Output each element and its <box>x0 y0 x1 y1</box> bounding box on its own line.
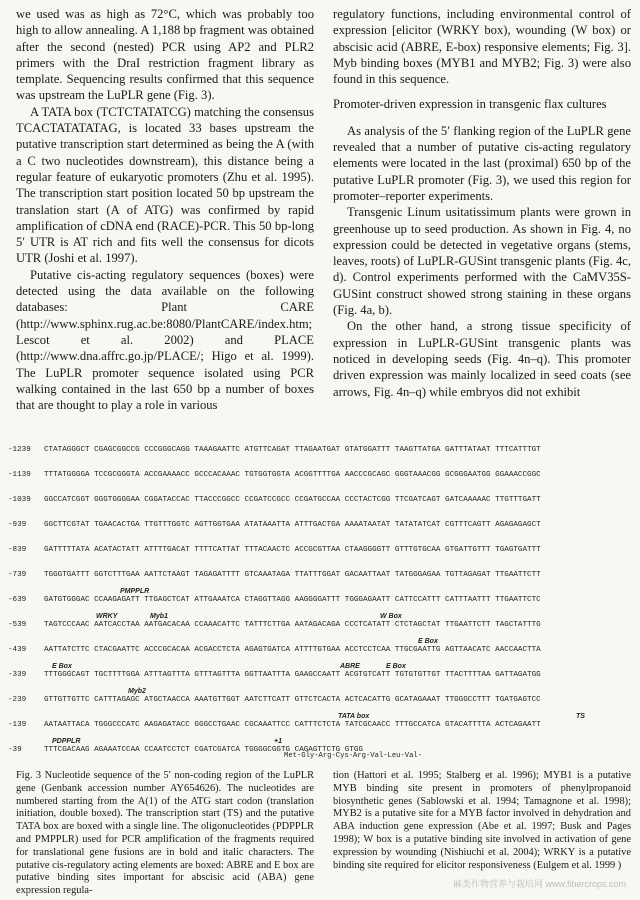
sequence-text: AATTATCTTC CTACGAATTC ACCCGCACAA ACGACCTCTA AGAGTGATCA ATTTTGTGAA ACCTCCTCAA TTGCGAATTG AGTTAACATC AACCAACTTA <box>44 646 541 654</box>
protein-translation: Met-Gly-Arg-Cys-Arg-Val-Leu-Val- <box>284 752 423 760</box>
sequence-position: -839 <box>8 546 27 554</box>
sequence-position: -1039 <box>8 496 31 504</box>
paragraph: Putative cis-acting regulatory sequences (boxes) were detected using the data available on the following databases: Plant CARE (http://www.sphinx.rug.ac.be:8080/PlantCARE/index.htm; Lescot et al. 2002) and PLACE (http://www.dna.affrc.go.jp/PLACE/; Higo et al. 1999). The LuPLR promoter sequence isolated using PCR walking contained in the last 650 bp a number of boxes that are thought to play a role in various <box>16 267 314 413</box>
pmpplr-label: PMPPLR <box>120 588 150 595</box>
sequence-row <box>8 471 636 496</box>
sequence-position: -539 <box>8 621 27 629</box>
paragraph: we used was as high as 72°C, which was probably too high to allow annealing. A 1,188 bp fragment was obtained after the second (nested) PCR using AP2 and PLR2 primers with the DraI restriction fragment library as template. Sequencing results confirmed that this sequence was upstream the LuPLR gene (Fig. 3). <box>16 7 314 103</box>
sequence-position: -139 <box>8 721 27 729</box>
figure-caption <box>16 770 314 898</box>
watermark: 麻类作物营养与栽培网 www.fibercrops.com <box>452 879 626 889</box>
sequence-position: -1239 <box>8 446 31 454</box>
paragraph: regulatory functions, including environmental control of expression [elicitor (WRKY box), wounding (W box) or abscisic acid (ABRE, E-box) responsive elements; Fig. 3]. Myb binding boxes (MYB1 and MYB2; Fig. 3) were also found in this sequence. <box>333 7 631 87</box>
translation-start-label: +1 <box>274 738 282 745</box>
sequence-row <box>8 546 636 571</box>
e-box-label: E Box <box>418 638 438 645</box>
wrky-box-label: WRKY <box>96 613 118 620</box>
nucleotide-sequence-figure <box>8 446 636 771</box>
sequence-row <box>8 496 636 521</box>
sequence-row <box>8 613 636 646</box>
sequence-position: -739 <box>8 571 27 579</box>
sequence-text: AATAATTACA TGGGCCCATC AAGAGATACC GGGCCTGAAC CGCAAATTCC CATTTCTCTA TATCGCAACC TTTGCCATCA GTACATTTTA ACTCAGAATT <box>44 721 541 729</box>
sequence-row <box>8 713 636 746</box>
sequence-position: -939 <box>8 521 27 529</box>
e-box-label: E Box <box>52 663 72 670</box>
right-text-column <box>333 6 631 400</box>
section-heading: Promoter-driven expression in transgenic flax cultures <box>333 97 607 112</box>
sequence-row <box>8 521 636 546</box>
sequence-text: GGCTTCGTAT TGAACACTGA TTGTTTGGTC AGTTGGTGAA ATATAAATTA ATTTGACTGA AAAATAATAT TATATATCAT CGTTTCAGTT AGAGAGAGCT <box>44 521 541 529</box>
paragraph: A TATA box (TCTCTATATCG) matching the consensus TCACTATATATAG, is located 33 bases upstream the putative transcription start determined as being the A (with a C two nucleotides downstream), this distance being a regular feature of eukaryotic promoters (Zhu et al. 1995). The transcription start position located 50 bp upstream the translation start (A of ATG) was confirmed by rapid amplification of cDNA end (RACE)-PCR. This 50 bp-long 5′ UTR is AT rich and fits well the consensus for dicots UTR (Joshi et al. 1997). <box>16 104 314 266</box>
left-text-column <box>16 6 314 413</box>
sequence-text: TTTATGGGGA TCCGCGGGTA ACCGAAAACC GCCCACAAAC TGTGGTGGTA ACGGTTTTGA AACCCGCAGC GGGTAAACGG GCGGGAATGG GGAAACCGGC <box>44 471 541 479</box>
sequence-row <box>8 638 636 671</box>
caption-text: tion (Hattori et al. 1995; Stalberg et al. 1996); MYB1 is a putative MYB binding site present in promoters of phenylpropanoid biosynthetic genes (Sablowski et al. 1994; Tamagnone et al. 1998); MYB2 is a putative site for a MYB factor involved in dehydration and ABA induction gene expression (Abe et al. 1997; Busk and Pages 1998); W box is a putative binding site involved in activation of gene expression by wounding (Nishiuchi et al. 2004); WRKY is a putative binding site required for elicitor responsiveness (Eulgem et al. 1999 ) <box>333 770 631 871</box>
paragraph: Transgenic Linum usitatissimum plants were grown in greenhouse up to seed production. As shown in Fig. 4, no expression could be detected in vegetative organs (stems, leaves, roots) of LuPLR-GUSint transgenic plants (Fig. 4c, d). Control experiments performed with the CaMV35S-GUSint construct showed strong staining in these organs (Fig. 4a, b). <box>333 205 631 318</box>
sequence-text: TAGTCCCAAC AATCACCTAA AATGACACAA CCAAACATTC TATTTCTTGA AATAGACAGA CCCTCATATT CTCTAGCTAT TTGAATTCTT TAGCTATTTG <box>44 621 541 629</box>
sequence-text: GGCCATCGGT GGGTGGGGAA CGGATACCAC TTACCCGGCC CCGATCCGCC CCGATGCCAA CCCTACTCGG TTCGATCAGT GATCAAAAAC TTGTTTGATT <box>44 496 541 504</box>
sequence-position: -1139 <box>8 471 31 479</box>
sequence-row <box>8 446 636 471</box>
sequence-position: -639 <box>8 596 27 604</box>
sequence-text: CTATAGGGCT CGAGCGGCCG CCCGGGCAGG TAAAGAATTC ATGTTCAGAT TTAGAATGAT GTATGGATTT TAAGTTATGA GATTTATAAT TTTCATTTGT <box>44 446 541 454</box>
sequence-position: -439 <box>8 646 27 654</box>
paragraph: On the other hand, a strong tissue specificity of expression in LuPLR-GUSint transgenic plants was noticed in developing seeds (Fig. 4n–q). This promoter driven expression was mainly localized in seed coats (see arrows, Fig. 4n–q) while embryos did not exhibit <box>333 319 631 399</box>
sequence-text: TGGGTGATTT GGTCTTTGAA AATTCTAAGT TAGAGATTTT GTCAAATAGA TTATTTGGAT GACAATTAAT TATGGGAGAA TGTTAGAGAT TTGAATTCTT <box>44 571 541 579</box>
sequence-text: GATGTGGGAC CCAAGAGATT TTGAGCTCAT ATTGAAATCA CTAGGTTAGG AAGGGGATTT TGGGAGAATT CATTCCATTT CATTTAATTT TTGAATTCTC <box>44 596 541 604</box>
sequence-position: -339 <box>8 671 27 679</box>
sequence-text: TTTCGACAAG AGAAATCCAA CCAATCCTCT CGATCGATCA TGGGGCGGTG CAGAGTTCTG GTGG <box>44 746 363 754</box>
e-box-label: E Box <box>386 663 406 670</box>
sequence-row <box>8 571 636 596</box>
sequence-row <box>8 688 636 721</box>
w-box-label: W Box <box>380 613 402 620</box>
myb2-box-label: Myb2 <box>128 688 146 695</box>
sequence-text: GATTTTTATA ACATACTATT ATTTTGACAT TTTTCATTAT TTTACAACTC ACCGCGTTAA CTAAGGGGTT GTTTGTGCAA GTGATTGTTT TGAGTGATTT <box>44 546 541 554</box>
pdpplr-label: PDPPLR <box>52 738 81 745</box>
figure-caption-continued <box>333 770 631 872</box>
sequence-position: -39 <box>8 746 22 754</box>
sequence-row <box>8 663 636 696</box>
sequence-position: -239 <box>8 696 27 704</box>
sequence-text: TTTGGGCAGT TGCTTTTGGA ATTTAGTTTA GTTTAGTTTA GGTTAATTTA GAAGCCAATT ACGTGTCATT TGTGTGTTGT TTACTTTTAA GATTAGATGG <box>44 671 541 679</box>
tata-box-label: TATA box <box>338 713 370 720</box>
myb1-box-label: Myb1 <box>150 613 168 620</box>
abre-label: ABRE <box>340 663 360 670</box>
sequence-text: GTTGTTGTTC CATTTAGAGC ATGCTAACCA AAATGTTGGT AATCTTCATT GTTCTCACTA ACTCACATTG GCATAGAAAT TTGGGCCTTT TGATGAGTCC <box>44 696 541 704</box>
caption-text: Fig. 3 Nucleotide sequence of the 5′ non-coding region of the LuPLR gene (Genbank accession number AY654626). The nucleotides are numbered starting from the A(1) of the ATG start codon (translation initiation, double boxed). The transcription start (TS) and the putative TATA box are boxed with a single line. The oligonucleotides (PDPPLR and PMPPLR) used for PCR amplification of the fragments required for translational gene fusions are in bold and italic characters. The putative cis-regulatory acting elements are boxed: ABRE and E box are putative binding sites important for abscisic acid (ABA) gene expression regula- <box>16 770 314 897</box>
paragraph: As analysis of the 5′ flanking region of the LuPLR gene revealed that a number of putative cis-acting regulatory elements were located in the last (proximal) 650 bp of the putative LuPLR promoter (Fig. 3), we used this region for promoter–reporter experiments. <box>333 123 631 203</box>
transcription-start-label: TS <box>576 713 585 720</box>
